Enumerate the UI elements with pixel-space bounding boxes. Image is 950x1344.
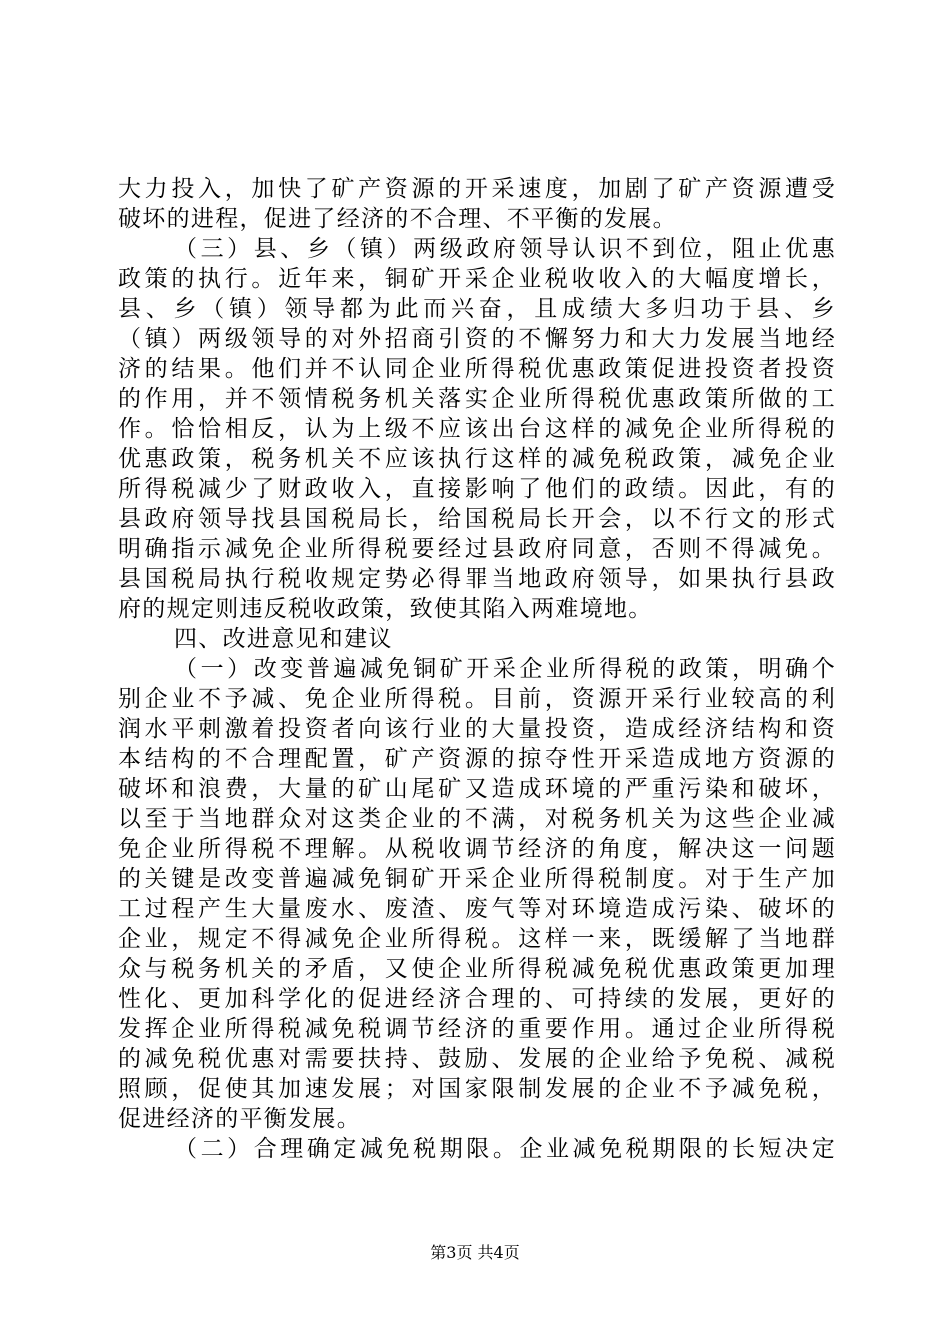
text-line: 企业，规定不得减免企业所得税。这样一来，既缓解了当地群 — [118, 926, 836, 952]
text-line: 济的结果。他们并不认同企业所得税优惠政策促进投资者投资 — [118, 356, 836, 382]
text-line: 府的规定则违反税收政策，致使其陷入两难境地。 — [118, 596, 653, 622]
text-line: 照顾，促使其加速发展；对国家限制发展的企业不予减免税， — [118, 1076, 836, 1102]
text-line: 润水平刺激着投资者向该行业的大量投资，造成经济结构和资 — [118, 716, 836, 742]
section-heading: 四、改进意见和建议 — [174, 626, 393, 652]
text-line: 的关键是改变普遍减免铜矿开采企业所得税制度。对于生产加 — [118, 866, 836, 892]
text-line: 促进经济的平衡发展。 — [118, 1106, 361, 1132]
text-line: 性化、更加科学化的促进经济合理的、可持续的发展，更好的 — [118, 986, 836, 1012]
text-line: 工过程产生大量废水、废渣、废气等对环境造成污染、破坏的 — [118, 896, 836, 922]
text-line: 以至于当地群众对这类企业的不满，对税务机关为这些企业减 — [118, 806, 836, 832]
text-line: 别企业不予减、免企业所得税。目前，资源开采行业较高的利 — [118, 686, 836, 712]
text-line: 县政府领导找县国税局长，给国税局长开会，以不行文的形式 — [118, 506, 836, 532]
text-line: 的减免税优惠对需要扶持、鼓励、发展的企业给予免税、减税 — [118, 1046, 836, 1072]
text-line: 发挥企业所得税减免税调节经济的重要作用。通过企业所得税 — [118, 1016, 836, 1042]
text-line: 县国税局执行税收规定势必得罪当地政府领导，如果执行县政 — [118, 566, 836, 592]
text-line: 明确指示减免企业所得税要经过县政府同意，否则不得减免。 — [118, 536, 836, 562]
document-body — [118, 174, 836, 1164]
paragraph-start-line: （二）合理确定减免税期限。企业减免税期限的长短决定 — [174, 1136, 836, 1162]
text-line: 大力投入，加快了矿产资源的开采速度，加剧了矿产资源遭受 — [118, 176, 836, 202]
text-line: 政策的执行。近年来，铜矿开采企业税收收入的大幅度增长， — [118, 266, 836, 292]
text-line: 破坏的进程，促进了经济的不合理、不平衡的发展。 — [118, 206, 677, 232]
page-number-footer: 第3页 共4页 — [430, 1243, 520, 1262]
text-line: 优惠政策，税务机关不应该执行这样的减免税政策，减免企业 — [118, 446, 836, 472]
text-line: 所得税减少了财政收入，直接影响了他们的政绩。因此，有的 — [118, 476, 836, 502]
text-line: 免企业所得税不理解。从税收调节经济的角度，解决这一问题 — [118, 836, 836, 862]
text-line: （镇）两级领导的对外招商引资的不懈努力和大力发展当地经 — [118, 326, 836, 352]
text-line: 的作用，并不领情税务机关落实企业所得税优惠政策所做的工 — [118, 386, 836, 412]
paragraph-start-line: （三）县、乡（镇）两级政府领导认识不到位，阻止优惠 — [174, 236, 836, 262]
paragraph-start-line: （一）改变普遍减免铜矿开采企业所得税的政策，明确个 — [174, 656, 836, 682]
text-line: 破坏和浪费，大量的矿山尾矿又造成环境的严重污染和破坏， — [118, 776, 836, 802]
text-line: 作。恰恰相反，认为上级不应该出台这样的减免企业所得税的 — [118, 416, 836, 442]
text-line: 众与税务机关的矛盾，又使企业所得税减免税优惠政策更加理 — [118, 956, 836, 982]
text-line: 县、乡（镇）领导都为此而兴奋，且成绩大多归功于县、乡 — [118, 296, 836, 322]
text-line: 本结构的不合理配置，矿产资源的掠夺性开采造成地方资源的 — [118, 746, 836, 772]
